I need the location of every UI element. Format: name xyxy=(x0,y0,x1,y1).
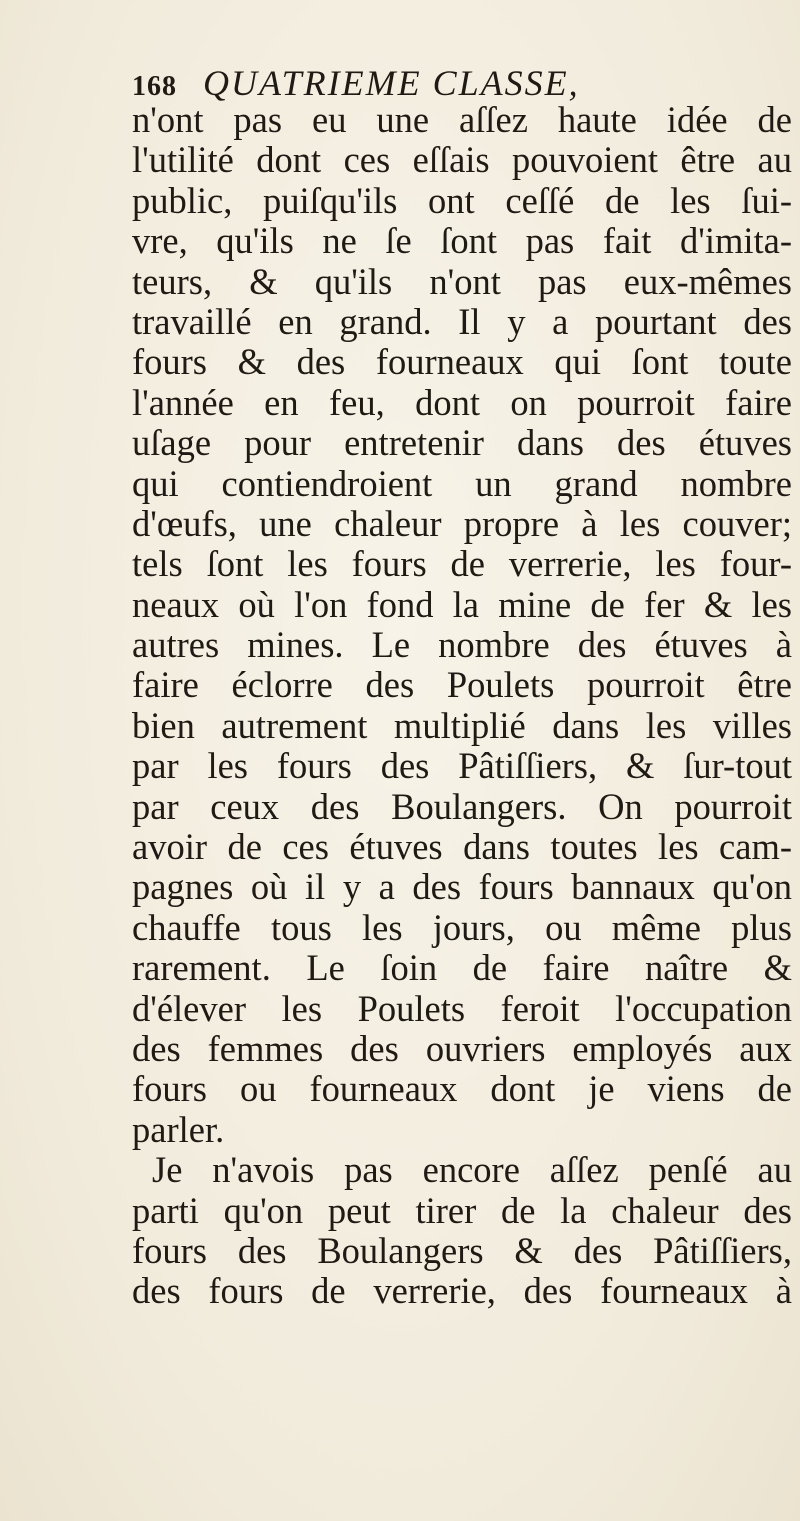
text-line: d'élever les Poulets feroit l'occupation xyxy=(132,987,792,1029)
text-line: par les fours des Pâtiſſiers, & ſur-tout xyxy=(132,745,792,787)
text-line: chauffe tous les jours, ou même plus xyxy=(132,906,792,948)
text-line: des fours de verrerie, des fourneaux à xyxy=(132,1270,792,1312)
text-line: fours des Boulangers & des Pâtiſſiers, xyxy=(132,1229,792,1271)
text-line: neaux où l'on fond la mine de fer & les xyxy=(132,583,792,625)
text-line: par ceux des Boulangers. On pourroit xyxy=(132,785,792,827)
text-line: d'œufs, une chaleur propre à les couver; xyxy=(132,502,792,544)
text-line: rarement. Le ſoin de faire naître & xyxy=(132,947,792,989)
text-line: avoir de ces étuves dans toutes les cam- xyxy=(132,826,792,868)
text-line: n'ont pas eu une aſſez haute idée de xyxy=(132,99,792,140)
text-line: l'utilité dont ces eſſais pouvoient être au xyxy=(132,139,792,181)
text-line: l'année en feu, dont on pourroit faire xyxy=(132,381,792,423)
running-head xyxy=(132,62,692,102)
text-line: parler. xyxy=(132,1108,225,1150)
text-line: bien autrement multiplié dans les villes xyxy=(132,704,792,746)
running-title: QUATRIEME CLASSE, xyxy=(203,63,580,103)
text-line: travaillé en grand. Il y a pourtant des xyxy=(132,300,792,342)
text-line: faire éclorre des Poulets pourroit être xyxy=(132,664,792,706)
page-number: 168 xyxy=(132,71,177,102)
text-line: Je n'avois pas encore aſſez penſé au xyxy=(152,1149,792,1191)
text-line: vre, qu'ils ne ſe ſont pas fait d'imita- xyxy=(132,220,792,262)
text-line: fours & des fourneaux qui ſont toute xyxy=(132,341,792,383)
text-line: pagnes où il y a des fours bannaux qu'on xyxy=(132,866,792,908)
text-line: autres mines. Le nombre des étuves à xyxy=(132,624,792,666)
text-line: tels ſont les fours de verrerie, les four- xyxy=(132,543,792,585)
text-line: qui contiendroient un grand nombre xyxy=(132,462,792,504)
body-text xyxy=(132,100,792,1312)
text-line: fours ou fourneaux dont je viens de xyxy=(132,1068,792,1110)
text-line: des femmes des ouvriers employés aux xyxy=(132,1027,792,1069)
text-line: public, puiſqu'ils ont ceſſé de les ſui- xyxy=(132,179,792,221)
text-line: teurs, & qu'ils n'ont pas eux-mêmes xyxy=(132,260,792,302)
text-line: uſage pour entretenir dans des étuves xyxy=(132,422,792,464)
text-line: parti qu'on peut tirer de la chaleur des xyxy=(132,1189,792,1231)
